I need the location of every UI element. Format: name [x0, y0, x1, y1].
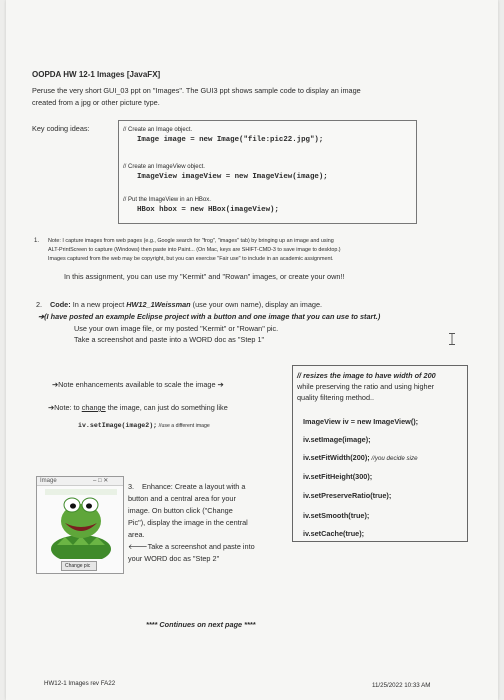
note1-line-4: In this assignment, you can use my "Kermit" and "Rowan" images, or create your own!!: [64, 272, 345, 281]
step3-line-4: Pic"), display the image in the central: [128, 518, 248, 527]
window-title: Image: [40, 478, 57, 484]
step3-line-7: your WORD doc as "Step 2": [128, 554, 220, 563]
step2-number: 2.: [36, 300, 43, 309]
resize-code-1: ImageView iv = new ImageView();: [303, 417, 419, 426]
code-comment-3: // Put the ImageView in an HBox.: [123, 197, 211, 203]
resize-comment-1: // resizes the image to have width of 200: [297, 371, 436, 380]
resize-comment-3: quality filtering method..: [297, 393, 375, 402]
resize-code-7: iv.setCache(true);: [303, 529, 365, 538]
note-enhancements: ➔Note enhancements available to scale the image ➔: [52, 380, 224, 389]
step3-line-5: area.: [128, 530, 145, 539]
code-line-2: ImageView imageView = new ImageView(image);: [137, 173, 328, 181]
resize-code-5: iv.setPreserveRatio(true);: [303, 491, 392, 500]
key-coding-label: Key coding ideas:: [32, 124, 90, 133]
code-box: [118, 120, 417, 224]
change-pic-button[interactable]: Change pic: [61, 561, 97, 571]
code-line-3: HBox hbox = new HBox(imageView);: [137, 206, 279, 214]
intro-line-2: created from a jpg or other picture type.: [32, 98, 160, 107]
step3-line-2: button and a central area for your: [128, 494, 236, 503]
window-titlebar: [37, 477, 123, 486]
resize-comment-2: while preserving the ratio and using higher: [297, 382, 435, 391]
text-cursor-icon: [448, 333, 456, 345]
step3-number: 3.: [128, 482, 135, 491]
step3-line-3: image. On button click ("Change: [128, 506, 233, 515]
note-change-image: ➔Note: to change the image, can just do something like: [48, 403, 228, 412]
arrow-right-icon: ➔: [215, 380, 224, 389]
step3-line-6: 🡐Take a screenshot and paste into: [128, 542, 255, 551]
note1-line-1: Note: I capture images from web pages (e.g., Google search for "frog", "images" tab) by bringing up an image and using: [48, 238, 334, 244]
page-title: OOPDA HW 12-1 Images [JavaFX]: [32, 70, 161, 79]
step2-line-3: Use your own image file, or my posted "Kermit" or "Rowan" pic.: [74, 324, 279, 333]
footer-right: 11/25/2022 10:33 AM: [372, 682, 431, 689]
code-line-1: Image image = new Image("file:pic22.jpg");: [137, 136, 324, 144]
resize-code-box: [292, 365, 468, 542]
code-comment-1: // Create an Image object.: [123, 127, 193, 133]
resize-code-2: iv.setImage(image);: [303, 435, 371, 444]
arrow-right-icon: ➔: [48, 403, 55, 412]
code-comment-2: // Create an ImageView object.: [123, 164, 205, 170]
step3-line-1: Enhance: Create a layout with a: [142, 482, 246, 491]
resize-code-4: iv.setFitHeight(300);: [303, 472, 373, 481]
kermit-image: [45, 489, 117, 559]
note1-number: 1.: [34, 238, 40, 244]
step2-arrow-note: ➔(I have posted an example Eclipse project with a button and one image that you can use to start.): [38, 312, 381, 321]
window-controls: – □ ✕: [93, 478, 109, 484]
resize-code-3: iv.setFitWidth(200); //you decide size: [303, 453, 418, 462]
arrow-right-icon: ➔: [52, 380, 59, 389]
step2-line-4: Take a screenshot and paste into a WORD doc as "Step 1": [74, 335, 265, 344]
continues-note: **** Continues on next page ****: [146, 620, 256, 629]
note-change-code: iv.setImage(image2); //use a different image: [78, 422, 210, 429]
note1-line-2: ALT-PrintScreen to capture (Windows) then paste into Paint... (On Mac, keys are SHIFT-CMD-3 to save image to desktop.): [48, 247, 341, 253]
resize-code-6: iv.setSmooth(true);: [303, 511, 370, 520]
image-app-window: [36, 476, 124, 574]
arrow-right-icon: ➔: [38, 312, 45, 321]
footer-left: HW12-1 Images rev FA22: [44, 680, 116, 687]
arrow-left-icon: 🡐: [128, 542, 148, 551]
intro-line-1: Peruse the very short GUI_03 ppt on "Images". The GUI3 ppt shows sample code to display an image: [32, 86, 361, 95]
note1-line-3: Images captured from the web may be copyright, but you can exercise "Fair use" to include in an academic assignment.: [48, 256, 334, 262]
step2-line-1: Code: In a new project HW12_1Weissman (use your own name), display an image.: [50, 300, 323, 309]
